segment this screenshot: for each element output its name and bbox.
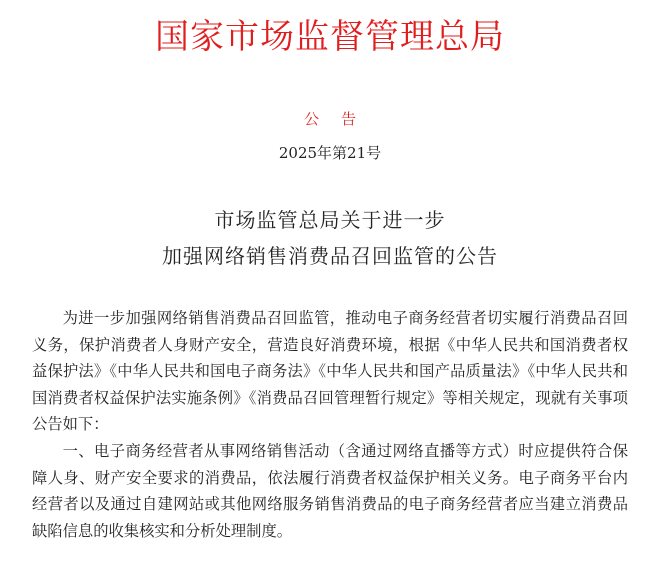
body-paragraph-intro: 为进一步加强网络销售消费品召回监管，推动电子商务经营者切实履行消费品召回义务，保护消费者人身财产安全，营造良好消费环境，根据《中华人民共和国消费者权益保护法》《中华人民共和国电子商务法》《中华人民共和国产品质量法》《中华人民共和国消费者权益保护法实施条例》《消费品召回管理暂行规定》等相关规定，现就有关事项公告如下： <box>32 309 628 434</box>
announcement-title <box>0 202 660 274</box>
announcement-title-line-2: 加强网络销售消费品召回监管的公告 <box>162 244 498 268</box>
body-paragraph-item-1: 一、电子商务经营者从事网络销售活动（含通过网络直播等方式）时应提供符合保障人身、财产安全要求的消费品，依法履行消费者权益保护相关义务。电子商务平台内经营者以及通过自建网站或其他网络服务销售消费品的电子商务经营者应当建立消费品缺陷信息的收集核实和分析处理制度。 <box>32 441 628 540</box>
agency-title: 国家市场监督管理总局 <box>155 17 505 57</box>
document-number: 2025年第21号 <box>278 144 382 162</box>
announcement-body <box>32 305 628 544</box>
announcement-title-line-1: 市场监管总局关于进一步 <box>214 208 446 232</box>
document-type: 公告 <box>303 110 378 128</box>
